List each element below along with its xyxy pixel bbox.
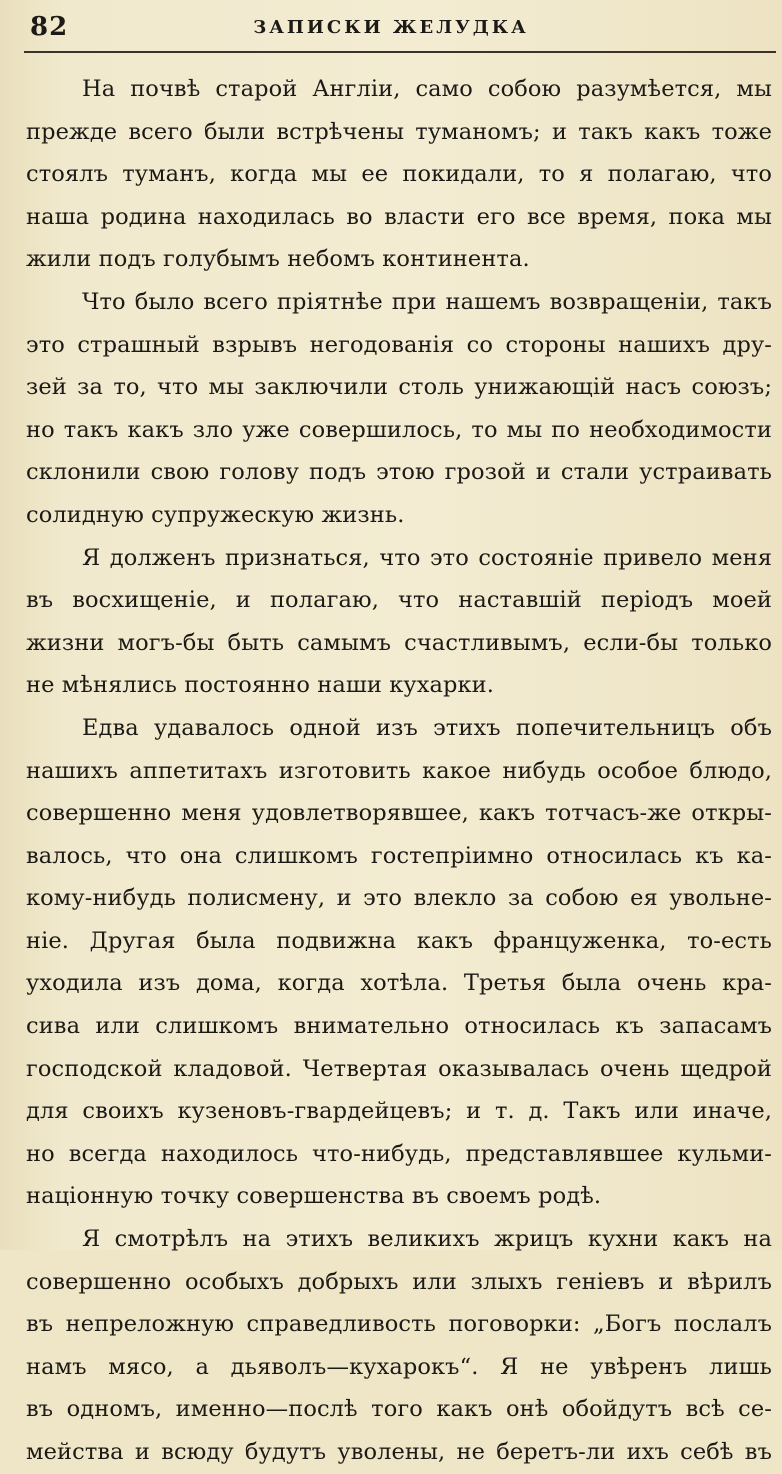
text-line: въ восхищеніе, и полагаю, что наставшій періодъ моей: [26, 587, 772, 614]
text-line: уходила изъ дома, когда хотѣла. Третья была очень кра-: [26, 970, 772, 997]
running-title: ЗАПИСКИ ЖЕЛУДКА: [253, 17, 529, 38]
text-line: совершенно меня удовлетворявшее, какъ тотчасъ-же откры-: [26, 800, 772, 827]
text-line: это страшный взрывъ негодованія со стороны нашихъ дру-: [26, 331, 772, 358]
text-line: Что было всего пріятнѣе при нашемъ возвращеніи, такъ: [82, 288, 772, 315]
text-line: Я долженъ признаться, что это состояніе привело меня: [82, 544, 772, 571]
text-line: прежде всего были встрѣчены туманомъ; и такъ какъ тоже: [26, 118, 772, 145]
text-line: наша родина находилась во власти его все время, пока мы: [26, 203, 772, 230]
text-line: стоялъ туманъ, когда мы ее покидали, то я полагаю, что: [26, 161, 772, 188]
header-rule: [24, 51, 776, 53]
text-line: для своихъ кузеновъ-гвардейцевъ; и т. д. Такъ или иначе,: [26, 1098, 772, 1125]
text-line: господской кладовой. Четвертая оказывалась очень щедрой: [26, 1055, 772, 1082]
text-line: жили подъ голубымъ небомъ континента.: [26, 246, 530, 273]
page-header: [0, 8, 782, 48]
text-line: ніе. Другая была подвижна какъ француженка, то-есть: [26, 927, 772, 954]
text-line: мейства и всюду будутъ уволены, не беретъ-ли ихъ себѣ въ: [26, 1439, 772, 1465]
text-line: совершенно особыхъ добрыхъ или злыхъ геніевъ и вѣрилъ: [26, 1268, 772, 1295]
body-text: [26, 68, 772, 1474]
text-line: нашихъ аппетитахъ изготовить какое нибудь особое блюдо,: [26, 757, 772, 784]
text-line: но такъ какъ зло уже совершилось, то мы по необходимости: [26, 416, 772, 443]
text-line: въ одномъ, именно—послѣ того какъ онѣ обойдутъ всѣ се-: [26, 1396, 772, 1423]
text-line: валось, что она слишкомъ гостепріимно относилась къ ка-: [26, 842, 772, 869]
text-line: солидную супружескую жизнь.: [26, 501, 405, 528]
text-line: не мѣнялись постоянно наши кухарки.: [26, 672, 495, 699]
text-line: націонную точку совершенства въ своемъ родѣ.: [26, 1183, 602, 1210]
text-line: зей за то, что мы заключили столь унижающій насъ союзъ;: [26, 374, 772, 401]
text-line: жизни могъ-бы быть самымъ счастливымъ, если-бы только: [26, 629, 772, 656]
text-line: Едва удавалось одной изъ этихъ попечительницъ объ: [82, 714, 772, 741]
text-line: На почвѣ старой Англіи, само собою разумѣется, мы: [82, 76, 772, 102]
text-line: склонили свою голову подъ этою грозой и стали устраивать: [26, 459, 772, 486]
text-line: Я смотрѣлъ на этихъ великихъ жрицъ кухни какъ на: [82, 1226, 772, 1253]
text-line: въ непреложную справедливость поговорки: „Богъ послалъ: [26, 1311, 772, 1338]
text-line: кому-нибудь полисмену, и это влекло за собою ея увольне-: [26, 885, 772, 912]
text-line: но всегда находилось что-нибудь, представлявшее кульми-: [26, 1140, 772, 1167]
text-line: намъ мясо, а дьяволъ—кухарокъ“. Я не увѣренъ лишь: [26, 1353, 772, 1380]
text-line: сива или слишкомъ внимательно относилась къ запасамъ: [26, 1013, 772, 1040]
page-number: 82: [30, 12, 69, 42]
